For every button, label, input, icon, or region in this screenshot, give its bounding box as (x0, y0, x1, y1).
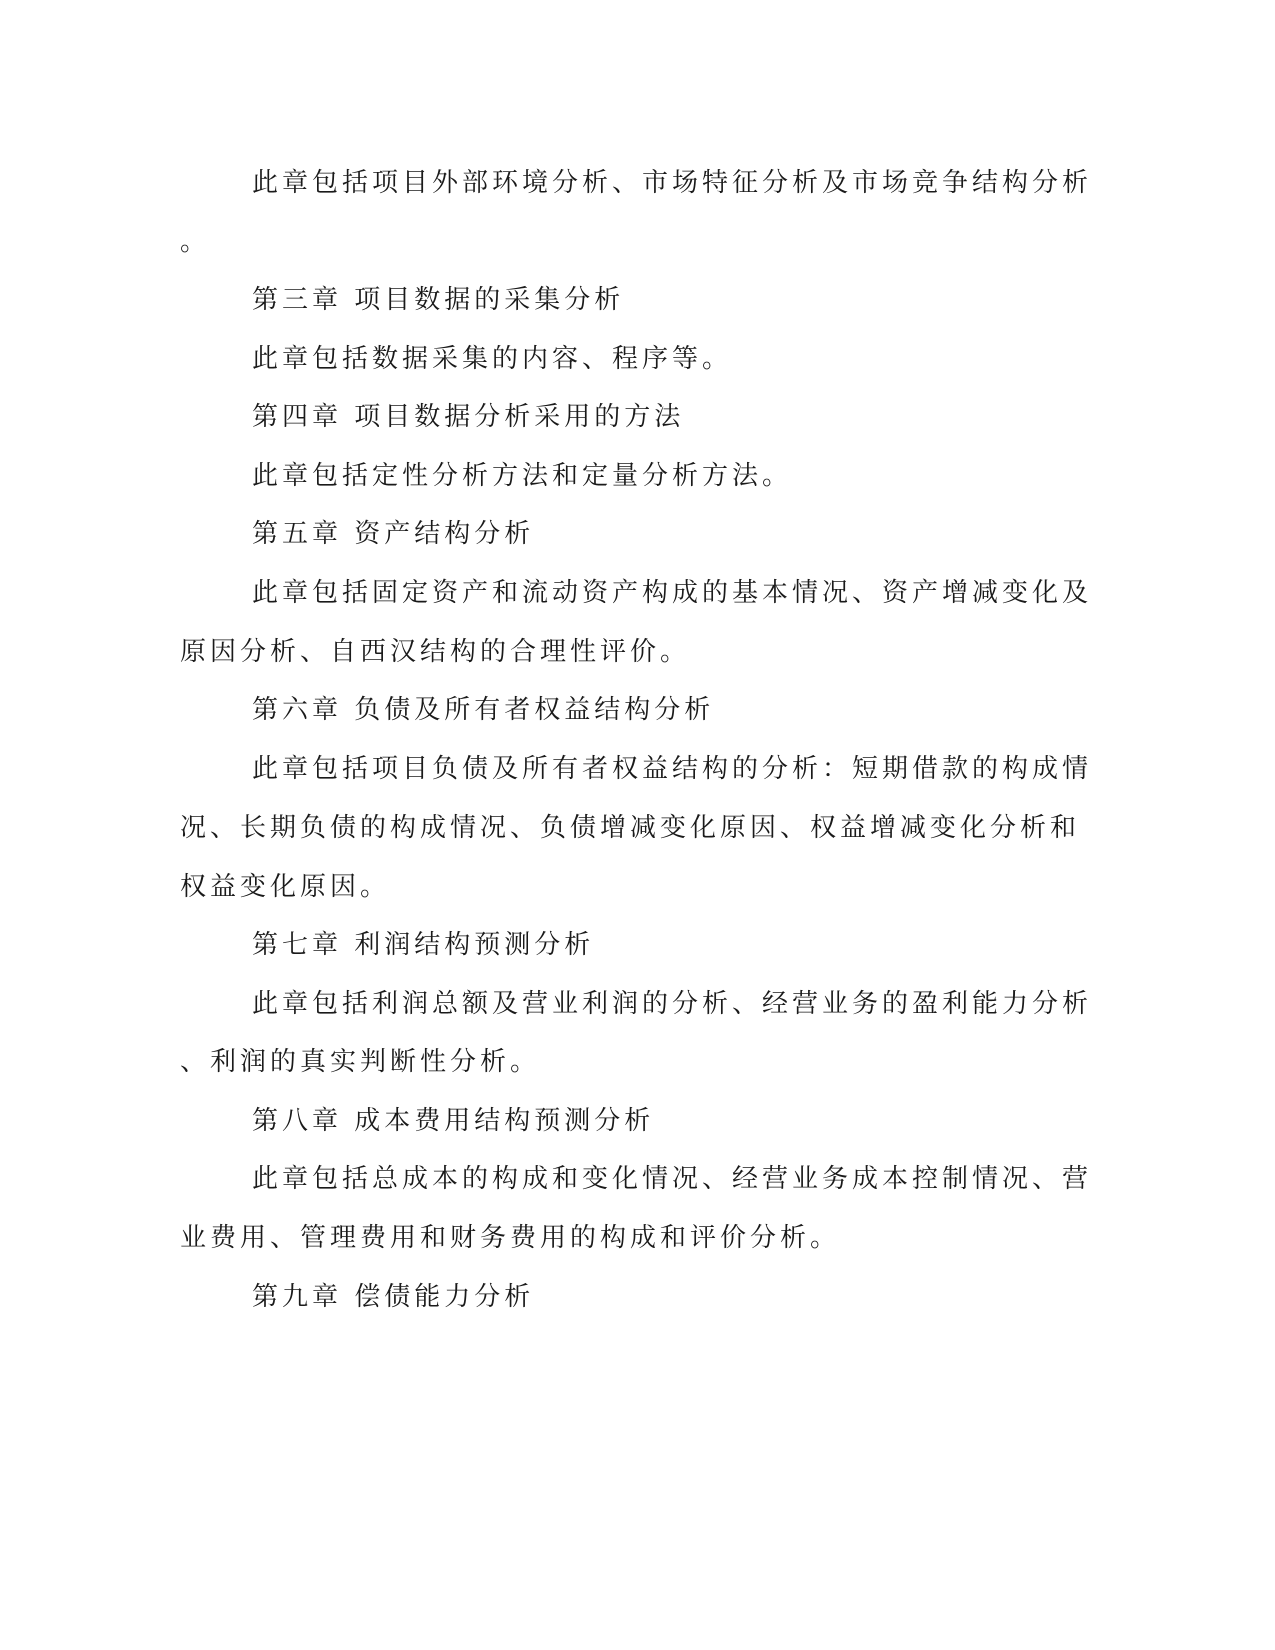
body-text-line: 业费用、管理费用和财务费用的构成和评价分析。 (180, 1223, 841, 1253)
chapter-heading: 第三章 项目数据的采集分析 (252, 285, 625, 315)
body-text-line: 此章包括项目负债及所有者权益结构的分析：短期借款的构成情 (252, 754, 1093, 784)
chapter-heading: 第九章 偿债能力分析 (252, 1282, 535, 1312)
body-text-line: 此章包括固定资产和流动资产构成的基本情况、资产增减变化及 (252, 578, 1093, 608)
body-text-line: 权益变化原因。 (180, 872, 391, 902)
body-text-line: 此章包括总成本的构成和变化情况、经营业务成本控制情况、营 (252, 1164, 1093, 1194)
body-text-line: 原因分析、自西汉结构的合理性评价。 (180, 637, 691, 667)
body-text-line: 此章包括数据采集的内容、程序等。 (252, 344, 733, 374)
chapter-heading: 第八章 成本费用结构预测分析 (252, 1106, 655, 1136)
chapter-heading: 第五章 资产结构分析 (252, 519, 535, 549)
body-text-line: 况、长期负债的构成情况、负债增减变化原因、权益增减变化分析和 (180, 813, 1081, 843)
chapter-heading: 第七章 利润结构预测分析 (252, 930, 595, 960)
body-text-line: 此章包括项目外部环境分析、市场特征分析及市场竞争结构分析 (252, 168, 1093, 198)
body-text-line: 、利润的真实判断性分析。 (180, 1047, 541, 1077)
body-text-line: 此章包括利润总额及营业利润的分析、经营业务的盈利能力分析 (252, 989, 1093, 1019)
body-text-line: 此章包括定性分析方法和定量分析方法。 (252, 461, 793, 491)
chapter-heading: 第四章 项目数据分析采用的方法 (252, 402, 685, 432)
chapter-heading: 第六章 负债及所有者权益结构分析 (252, 695, 715, 725)
body-text-line: 。 (180, 227, 211, 257)
